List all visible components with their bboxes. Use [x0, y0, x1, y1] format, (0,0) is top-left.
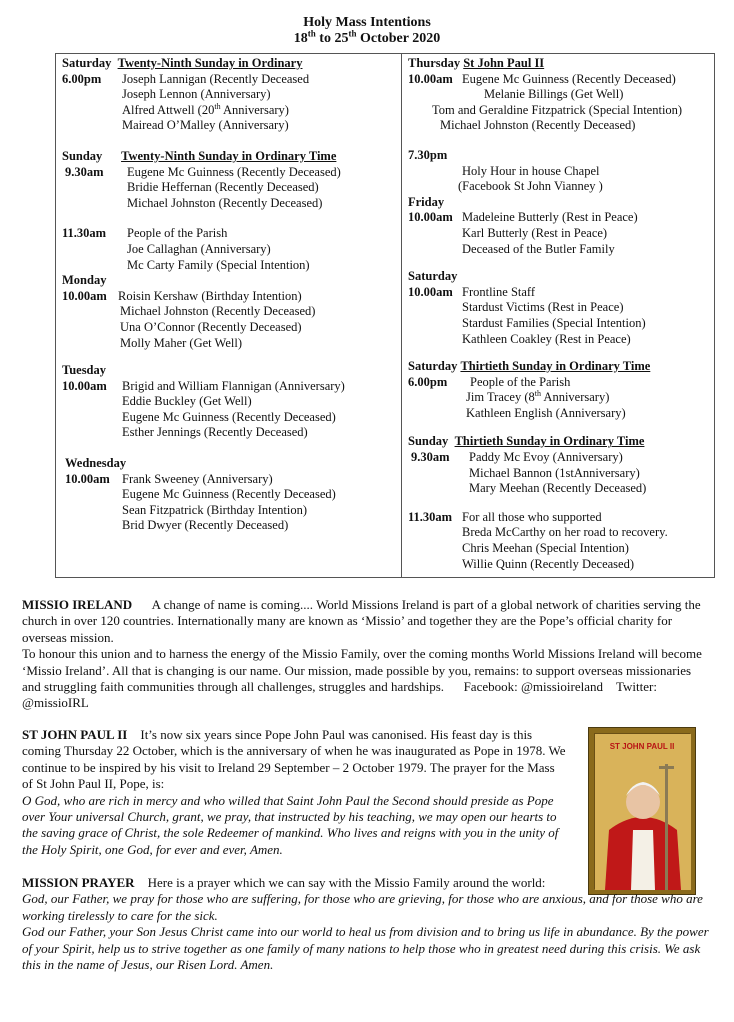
intention: Tom and Geraldine Fitzpatrick (Special Intention)	[432, 102, 683, 117]
mass-time: 10.00am	[62, 378, 107, 393]
facebook-handle: Facebook: @missioireland	[463, 679, 603, 695]
prayer-text: God, our Father, we pray for those who are suffering, for those who are grieving, for those who are anxious, and for those who are working tirelessly to care for the sick.	[22, 891, 703, 923]
paragraph: A change of name is coming.... World Missions Ireland is part of a global network of charities serving the church in over 120 countries. Internationally many are known as ‘Missio’ and together they are the Pope’s official charity for overseas mission.	[22, 597, 701, 645]
intention: Paddy Mc Evoy (Anniversary)	[469, 450, 623, 465]
thursday-block	[408, 56, 714, 134]
title-line-1: Holy Mass Intentions	[303, 15, 431, 30]
sunday-1130-block	[62, 226, 401, 273]
intention: (Facebook St John Vianney )	[458, 179, 603, 194]
paragraph: It’s now six years since Pope John Paul was canonised. His feast day is this coming Thursday 22 October, which is the anniversary of when he was inaugurated as Pope in 1978. We continue to be inspired by his visit to Ireland 29 September – 2 October 1979. The prayer for the Mass of St John Paul II, Pope, is:	[22, 727, 566, 792]
day-label: Friday	[408, 194, 445, 209]
day-label: Saturday	[408, 359, 458, 374]
intention: Eugene Mc Guinness (Recently Deceased)	[462, 71, 676, 86]
intention: Mary Meehan (Recently Deceased)	[469, 481, 647, 496]
saturday-evening-block	[408, 359, 714, 421]
intention: Madeleine Butterly (Rest in Peace)	[462, 210, 638, 225]
intention: Molly Maher (Get Well)	[120, 335, 242, 350]
title-line-2: 18th to 25th October 2020	[293, 28, 441, 46]
mass-time: 10.00am	[62, 288, 107, 303]
day-heading: Thirtieth Sunday in Ordinary Time	[454, 434, 645, 449]
section-heading: MISSIO IRELAND	[22, 597, 133, 612]
image-caption: ST JOHN PAUL II	[609, 742, 675, 751]
sunday-1130-block	[408, 510, 714, 572]
intention: People of the Parish	[470, 374, 571, 389]
prayer-text: God our Father, your Son Jesus Christ came into our world to heal us from division and to bring us life in abundance. By the power of your Spirit, help us to strive together as one family of many nations to help those who in greatest need during this crisis. We ask this in the name of Jesus, our Risen Lord. Amen.	[22, 924, 709, 973]
twitter-handle: Twitter: @missioIRL	[22, 679, 657, 711]
mass-time: 10.00am	[408, 71, 453, 86]
intention: Stardust Families (Special Intention)	[462, 315, 646, 330]
saturday-block	[408, 269, 714, 347]
intention: Frank Sweeney (Anniversary)	[122, 471, 273, 486]
intention: Mc Carty Family (Special Intention)	[127, 257, 310, 272]
mass-time: 6.00pm	[408, 374, 448, 389]
day-label: Saturday	[408, 269, 458, 284]
intention: Sean Fitzpatrick (Birthday Intention)	[122, 502, 308, 517]
st-john-paul-image	[588, 727, 696, 895]
intention: Stardust Victims (Rest in Peace)	[462, 300, 624, 315]
intention: Melanie Billings (Get Well)	[484, 87, 624, 102]
day-label: Monday	[62, 273, 107, 288]
intention: Willie Quinn (Recently Deceased)	[462, 556, 634, 571]
intention: Michael Johnston (Recently Deceased)	[440, 118, 636, 133]
day-heading: Twenty-Ninth Sunday in Ordinary	[117, 56, 303, 70]
intention: Frontline Staff	[462, 284, 536, 299]
intention: Esther Jennings (Recently Deceased)	[122, 425, 308, 440]
prayer-text: O God, who are rich in mercy and who willed that Saint John Paul the Second should preside as Pope over Your universal Church, grant, we pray, that instructed by his teaching, we may open our hearts to the saving grace of Christ, the sole Redeemer of mankind. Who lives and reigns with you in the unity of the Holy Spirit, one God, for ever and ever, Amen.	[22, 792, 559, 857]
intention: For all those who supported	[462, 509, 602, 524]
intention: Eugene Mc Guinness (Recently Deceased)	[122, 409, 336, 424]
intention: Joseph Lannigan (Recently Deceased	[122, 71, 310, 86]
intention: Breda McCarthy on her road to recovery.	[462, 525, 668, 540]
pope-portrait-icon	[595, 734, 691, 890]
day-label: Thursday	[408, 56, 461, 70]
intention: Eddie Buckley (Get Well)	[122, 394, 252, 409]
intention: Karl Butterly (Rest in Peace)	[462, 225, 608, 240]
intention: Michael Johnston (Recently Deceased)	[127, 195, 323, 210]
intention: Michael Bannon (1stAnniversary)	[469, 465, 640, 480]
intention: Bridie Heffernan (Recently Deceased)	[127, 180, 319, 195]
intention: Deceased of the Butler Family	[462, 241, 615, 256]
day-label: Wednesday	[65, 456, 127, 471]
intention: Michael Johnston (Recently Deceased)	[120, 304, 316, 319]
mass-time: 9.30am	[411, 450, 450, 465]
mission-prayer-section	[22, 875, 712, 973]
intention: Una O’Connor (Recently Deceased)	[120, 319, 302, 334]
paragraph: Here is a prayer which we can say with the Missio Family around the world:	[147, 875, 546, 890]
day-heading: Thirtieth Sunday in Ordinary Time	[460, 359, 651, 374]
friday-block	[408, 195, 714, 257]
left-column	[56, 54, 401, 577]
st-john-paul-section	[22, 727, 567, 858]
paragraph: To honour this union and to harness the energy of the Missio Family, over the coming months World Missions Ireland will become ‘Missio Ireland’. All that is changing is our name. Our mission, made possible by you, remains: to support overseas missionaries and struggling faith communities through all challenges, struggles and hardships.	[22, 646, 702, 695]
right-column	[401, 54, 714, 577]
intention: Holy Hour in house Chapel	[462, 163, 600, 178]
saturday-block	[62, 56, 401, 134]
sunday-block	[62, 149, 401, 211]
mass-time: 7.30pm	[408, 147, 448, 162]
intention: Mairead O’Malley (Anniversary)	[122, 118, 289, 133]
intention: Eugene Mc Guinness (Recently Deceased)	[127, 164, 341, 179]
day-label: Sunday	[62, 148, 103, 163]
mass-time: 11.30am	[408, 509, 453, 524]
intention: Eugene Mc Guinness (Recently Deceased)	[122, 487, 336, 502]
thursday-holy-hour-block	[408, 148, 714, 195]
section-heading: ST JOHN PAUL II	[22, 727, 128, 742]
mass-time: 10.00am	[408, 284, 453, 299]
missio-ireland-section	[22, 597, 712, 712]
mass-time: 10.00am	[65, 471, 110, 486]
day-heading: Twenty-Ninth Sunday in Ordinary Time	[121, 148, 337, 163]
intention: Brigid and William Flannigan (Anniversary)	[122, 378, 345, 393]
intention: Roisin Kershaw (Birthday Intention)	[118, 288, 302, 303]
mass-time: 11.30am	[62, 226, 107, 241]
wednesday-block	[62, 456, 401, 534]
intention: Chris Meehan (Special Intention)	[462, 541, 629, 556]
page-title	[0, 15, 734, 47]
mass-time: 9.30am	[65, 164, 104, 179]
day-label: Saturday	[62, 56, 112, 70]
monday-block	[62, 273, 401, 351]
mass-time: 10.00am	[408, 210, 453, 225]
day-label: Tuesday	[62, 363, 107, 378]
intention: Joseph Lennon (Anniversary)	[122, 87, 271, 102]
intention: Kathleen English (Anniversary)	[466, 405, 626, 420]
intention: Kathleen Coakley (Rest in Peace)	[462, 331, 631, 346]
intention: People of the Parish	[127, 226, 228, 241]
tuesday-block	[62, 363, 401, 441]
intention: Brid Dwyer (Recently Deceased)	[122, 518, 289, 533]
mass-intentions-table	[55, 53, 715, 578]
intention: Jim Tracey (8th Anniversary)	[466, 389, 610, 405]
mass-time: 6.00pm	[62, 71, 102, 86]
intention: Joe Callaghan (Anniversary)	[127, 241, 271, 256]
sunday-block	[408, 434, 714, 496]
day-heading: St John Paul II	[463, 56, 545, 70]
section-heading: MISSION PRAYER	[22, 875, 135, 890]
day-label: Sunday	[408, 434, 449, 449]
intention: Alfred Attwell (20th Anniversary)	[122, 101, 289, 117]
